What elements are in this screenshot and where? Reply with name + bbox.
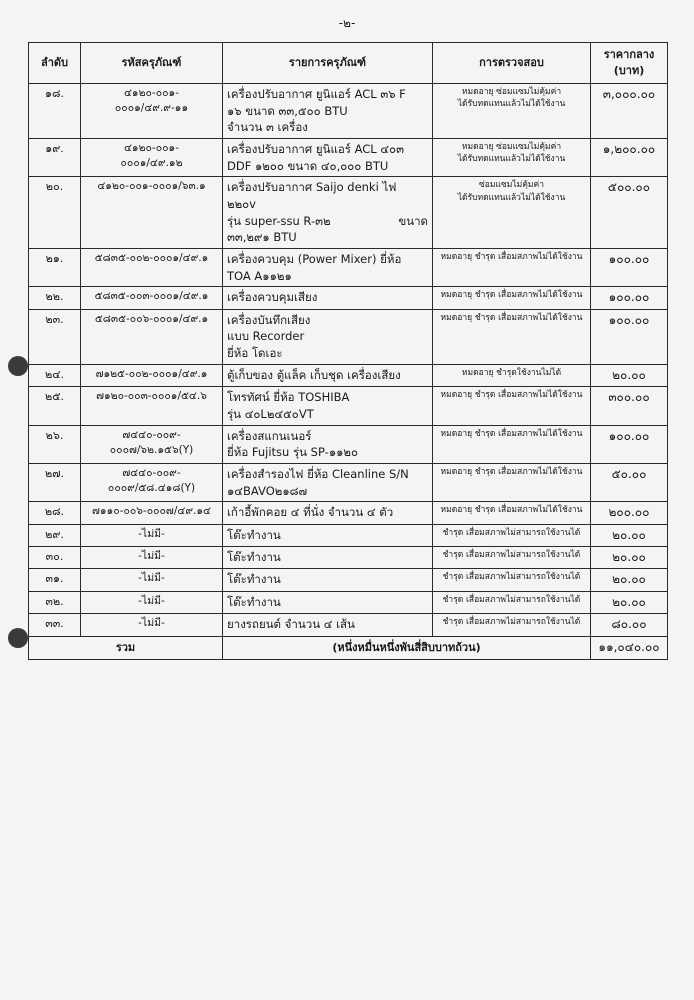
item-line: แบบ Recorder xyxy=(227,329,305,344)
table-row xyxy=(29,364,668,386)
header-code: รหัสครุภัณฑ์ xyxy=(81,43,223,84)
code-line: ๔๑๒๐-๐๐๑- xyxy=(123,87,179,99)
item-line: ขนาด xyxy=(398,213,428,228)
price-text: ๒๐.๐๐ xyxy=(612,550,646,564)
punch-hole xyxy=(8,628,28,648)
asset-code xyxy=(81,84,223,139)
code-line: -ไม่มี- xyxy=(138,527,165,540)
reference-price xyxy=(591,177,668,249)
check-line: หมดอายุ ซ่อมแซมไม่คุ้มค่า xyxy=(461,142,562,153)
reference-price xyxy=(591,309,668,364)
check-line: หมดอายุ ชำรุด เสื่อมสภาพไม่ได้ใช้งาน xyxy=(440,428,583,439)
item-description xyxy=(223,309,433,364)
item-line: ๓๓,๒๙๑ BTU xyxy=(227,230,297,245)
table-row xyxy=(29,591,668,613)
total-amount: ๑๑,๐๔๐.๐๐ xyxy=(591,636,668,659)
row-number-text: ๒๑. xyxy=(45,252,64,266)
check-line: ได้รับทดแทนแล้วไม่ได้ใช้งาน xyxy=(457,99,566,110)
code-line: ๕๘๓๕-๐๐๒-๐๐๐๑/๔๙.๑ xyxy=(94,252,209,265)
table-row xyxy=(29,547,668,569)
item-line: เครื่องปรับอากาศ ยูนิแอร์ ACL ๓๖ F xyxy=(227,87,406,101)
row-number-text: ๒๖. xyxy=(45,428,64,442)
check-line: ชำรุด เสื่อมสภาพไม่สามารถใช้งานได้ xyxy=(442,594,581,605)
header-no: ลำดับ xyxy=(29,43,81,84)
item-description xyxy=(223,425,433,463)
check-line: หมดอายุ ชำรุด เสื่อมสภาพไม่ได้ใช้งาน xyxy=(440,390,583,401)
item-line: รุ่น super-ssu R-๓๒ xyxy=(227,213,331,228)
row-number-text: ๒๙. xyxy=(45,527,64,541)
item-description xyxy=(223,524,433,546)
row-number xyxy=(29,569,81,591)
asset-code xyxy=(81,309,223,364)
total-row xyxy=(29,636,668,659)
code-line: -ไม่มี- xyxy=(138,572,165,585)
check-line: ได้รับทดแทนแล้วไม่ได้ใช้งาน xyxy=(457,154,566,165)
row-number xyxy=(29,547,81,569)
row-number xyxy=(29,387,81,425)
reference-price xyxy=(591,463,668,501)
check-line: ได้รับทดแทนแล้วไม่ได้ใช้งาน xyxy=(457,192,566,203)
inspection-result xyxy=(433,364,591,386)
header-check: การตรวจสอบ xyxy=(433,43,591,84)
item-line: เครื่องปรับอากาศ ยูนิแอร์ ACL ๔๐๓ xyxy=(227,142,404,157)
code-line: ๗๑๑๐-๐๐๖-๐๐๐๗/๔๙.๑๔ xyxy=(92,505,211,518)
check-line: หมดอายุ ชำรุด เสื่อมสภาพไม่ได้ใช้งาน xyxy=(440,466,583,477)
price-text: ๑๐๐.๐๐ xyxy=(608,428,650,443)
row-number xyxy=(29,139,81,177)
asset-code xyxy=(81,591,223,613)
price-text: ๕๐.๐๐ xyxy=(611,466,647,481)
asset-code xyxy=(81,387,223,425)
item-line: ๒๒๐v xyxy=(227,197,256,212)
total-text: (หนึ่งหมื่นหนึ่งพันสี่สิบบาทถ้วน) xyxy=(223,636,591,659)
inspection-result xyxy=(433,569,591,591)
inspection-result xyxy=(433,524,591,546)
item-description xyxy=(223,249,433,287)
price-text: ๘๐.๐๐ xyxy=(611,617,647,632)
item-line: รุ่น ๔๐L๒๔๕๐VT xyxy=(227,406,314,421)
price-text: ๑,๒๐๐.๐๐ xyxy=(602,142,656,157)
asset-code xyxy=(81,614,223,636)
code-line: ๔๑๒๐-๐๐๑-๐๐๐๑/๖๓.๑ xyxy=(97,180,206,193)
item-description xyxy=(223,591,433,613)
inspection-result xyxy=(433,502,591,524)
item-line: เครื่องสำรองไฟ ยี่ห้อ Cleanline S/N xyxy=(227,466,409,481)
row-number xyxy=(29,249,81,287)
punch-hole xyxy=(8,356,28,376)
code-line: ๐๐๐๑/๔๙.๑๒ xyxy=(120,157,183,170)
code-line: ๗๑๒๕-๐๐๒-๐๐๐๑/๔๙.๑ xyxy=(95,367,208,380)
code-line: ๐๐๐๗/๖๒.๑๕๖(Y) xyxy=(109,443,194,456)
item-line: ตู้เก็บของ ตู้แล็ค เก็บชุด เครื่องเสียง xyxy=(227,367,401,382)
item-line: โต๊ะทำงาน xyxy=(227,527,281,542)
code-line: ๕๘๓๕-๐๐๓-๐๐๐๑/๔๙.๑ xyxy=(94,290,209,303)
row-number-text: ๓๓. xyxy=(45,617,64,631)
row-number-text: ๓๐. xyxy=(45,550,64,563)
reference-price xyxy=(591,524,668,546)
item-line: เครื่องควบคุม (Power Mixer) ยี่ห้อ xyxy=(227,252,402,267)
check-line: ชำรุด เสื่อมสภาพไม่สามารถใช้งานได้ xyxy=(442,617,581,628)
code-line: -ไม่มี- xyxy=(138,617,165,630)
check-line: หมดอายุ ชำรุดใช้งานไม่ได้ xyxy=(461,367,562,378)
row-number-text: ๑๙. xyxy=(45,142,64,156)
price-text: ๒๐.๐๐ xyxy=(612,594,646,609)
price-text: ๒๐๐.๐๐ xyxy=(608,505,650,520)
reference-price xyxy=(591,364,668,386)
table-row xyxy=(29,463,668,501)
item-description xyxy=(223,84,433,139)
reference-price xyxy=(591,591,668,613)
code-line: ๐๐๐๙/๕๘.๔๑๘(Y) xyxy=(107,482,196,495)
item-line: ๑๖ ขนาด ๓๓,๕๐๐ BTU xyxy=(227,103,348,118)
row-number xyxy=(29,591,81,613)
inspection-result xyxy=(433,591,591,613)
inspection-result xyxy=(433,287,591,309)
item-description xyxy=(223,463,433,501)
item-description xyxy=(223,387,433,425)
check-line: หมดอายุ ชำรุด เสื่อมสภาพไม่ได้ใช้งาน xyxy=(440,252,583,263)
reference-price xyxy=(591,387,668,425)
price-text: ๒๐.๐๐ xyxy=(612,572,646,587)
table-row xyxy=(29,249,668,287)
row-number-text: ๒๔. xyxy=(44,367,65,381)
row-number xyxy=(29,177,81,249)
asset-code xyxy=(81,502,223,524)
code-line: ๗๑๒๐-๐๐๓-๐๐๐๑/๕๔.๖ xyxy=(96,390,207,403)
code-line: ๐๐๐๑/๔๙.๙-๑๑ xyxy=(114,102,189,115)
item-description xyxy=(223,139,433,177)
asset-code xyxy=(81,463,223,501)
inspection-result xyxy=(433,309,591,364)
row-number-text: ๒๕. xyxy=(44,390,65,404)
asset-code xyxy=(81,177,223,249)
asset-code xyxy=(81,425,223,463)
item-line: DDF ๑๒๐๐ ขนาด ๔๐,๐๐๐ BTU xyxy=(227,158,389,173)
item-line: เครื่องปรับอากาศ Saijo denki ไฟ xyxy=(227,180,397,195)
price-text: ๑๐๐.๐๐ xyxy=(608,290,650,305)
row-number xyxy=(29,502,81,524)
table-row xyxy=(29,287,668,309)
row-number-text: ๓๒. xyxy=(45,594,64,608)
code-line: -ไม่มี- xyxy=(138,550,165,562)
asset-code xyxy=(81,249,223,287)
price-text: ๑๐๐.๐๐ xyxy=(608,312,650,327)
table-row xyxy=(29,84,668,139)
reference-price xyxy=(591,502,668,524)
row-number-text: ๒๓. xyxy=(45,312,64,326)
row-number xyxy=(29,364,81,386)
inventory-table xyxy=(28,42,668,660)
item-line: โต๊ะทำงาน xyxy=(227,572,281,587)
code-line: ๕๘๓๕-๐๐๖-๐๐๐๑/๔๙.๑ xyxy=(94,312,209,325)
row-number xyxy=(29,463,81,501)
price-text: ๒๐.๐๐ xyxy=(612,527,646,542)
total-label: รวม xyxy=(29,636,223,659)
reference-price xyxy=(591,84,668,139)
item-line: ยางรถยนต์ จำนวน ๔ เส้น xyxy=(227,617,355,632)
reference-price xyxy=(591,425,668,463)
item-line: เครื่องควบคุมเสียง xyxy=(227,290,318,305)
table-row xyxy=(29,502,668,524)
item-line: เก้าอี้พักคอย ๔ ที่นั่ง จำนวน ๔ ตัว xyxy=(227,505,394,520)
row-number xyxy=(29,524,81,546)
reference-price xyxy=(591,287,668,309)
inspection-result xyxy=(433,387,591,425)
price-text: ๓๐๐.๐๐ xyxy=(608,390,650,405)
row-number-text: ๒๐. xyxy=(45,180,64,194)
inspection-result xyxy=(433,614,591,636)
item-description xyxy=(223,547,433,569)
table-row xyxy=(29,139,668,177)
table-row xyxy=(29,177,668,249)
check-line: หมดอายุ ชำรุด เสื่อมสภาพไม่ได้ใช้งาน xyxy=(440,290,583,301)
page-number: -๒- xyxy=(338,16,356,30)
header-price: ราคากลาง (บาท) xyxy=(591,43,668,84)
inspection-result xyxy=(433,84,591,139)
code-line: ๔๑๒๐-๐๐๑- xyxy=(123,142,179,155)
price-text: ๕๐๐.๐๐ xyxy=(607,180,651,195)
row-number xyxy=(29,287,81,309)
item-line: ๑๔BAVO๒๑๘๗ xyxy=(227,483,308,498)
asset-code xyxy=(81,364,223,386)
item-line: ยี่ห้อ Fujitsu รุ่น SP-๑๑๒๐ xyxy=(227,445,359,460)
check-line: ชำรุด เสื่อมสภาพไม่สามารถใช้งานได้ xyxy=(442,572,581,583)
check-line: หมดอายุ ชำรุด เสื่อมสภาพไม่ได้ใช้งาน xyxy=(440,505,583,516)
item-line: โต๊ะทำงาน xyxy=(227,550,281,564)
row-number-text: ๒๗. xyxy=(44,466,65,480)
row-number xyxy=(29,84,81,139)
asset-code xyxy=(81,139,223,177)
price-text: ๒๐.๐๐ xyxy=(612,367,646,382)
code-line: ๗๔๔๐-๐๐๙- xyxy=(122,466,181,479)
item-line: TOA A๑๑๒๑ xyxy=(227,268,292,283)
check-line: ชำรุด เสื่อมสภาพไม่สามารถใช้งานได้ xyxy=(442,550,581,560)
asset-code xyxy=(81,547,223,569)
row-number xyxy=(29,614,81,636)
item-description xyxy=(223,614,433,636)
inspection-result xyxy=(433,463,591,501)
reference-price xyxy=(591,569,668,591)
reference-price xyxy=(591,547,668,569)
row-number xyxy=(29,309,81,364)
inspection-result xyxy=(433,177,591,249)
inspection-result xyxy=(433,425,591,463)
table-row xyxy=(29,425,668,463)
code-line: ๗๔๔๐-๐๐๙- xyxy=(122,428,181,441)
asset-code xyxy=(81,287,223,309)
item-line: จำนวน ๓ เครื่อง xyxy=(227,120,308,135)
price-text: ๓,๐๐๐.๐๐ xyxy=(602,87,656,101)
inspection-result xyxy=(433,547,591,569)
check-line: หมดอายุ ซ่อมแซมไม่คุ้มค่า xyxy=(461,87,562,97)
inspection-result xyxy=(433,139,591,177)
asset-code xyxy=(81,524,223,546)
reference-price xyxy=(591,139,668,177)
item-line: โต๊ะทำงาน xyxy=(227,594,281,609)
item-description xyxy=(223,177,433,249)
inspection-result xyxy=(433,249,591,287)
reference-price xyxy=(591,249,668,287)
item-description xyxy=(223,569,433,591)
table-row xyxy=(29,309,668,364)
table-row xyxy=(29,387,668,425)
check-line: ชำรุด เสื่อมสภาพไม่สามารถใช้งานได้ xyxy=(442,527,581,538)
reference-price xyxy=(591,614,668,636)
item-line: เครื่องสแกนเนอร์ xyxy=(227,428,312,443)
price-text: ๑๐๐.๐๐ xyxy=(608,252,650,267)
item-description xyxy=(223,502,433,524)
table-header-row xyxy=(29,43,668,84)
check-line: ซ่อมแซมไม่คุ้มค่า xyxy=(479,180,544,191)
table-row xyxy=(29,524,668,546)
item-description xyxy=(223,287,433,309)
item-line: เครื่องบันทึกเสียง xyxy=(227,312,311,327)
table-row xyxy=(29,569,668,591)
check-line: หมดอายุ ชำรุด เสื่อมสภาพไม่ได้ใช้งาน xyxy=(440,312,583,323)
item-line: โทรทัศน์ ยี่ห้อ TOSHIBA xyxy=(227,390,350,405)
table-row xyxy=(29,614,668,636)
row-number-text: ๓๑. xyxy=(45,572,64,586)
item-description xyxy=(223,364,433,386)
item-line: ยี่ห้อ โดเอะ xyxy=(227,346,283,361)
row-number xyxy=(29,425,81,463)
asset-code xyxy=(81,569,223,591)
row-number-text: ๒๒. xyxy=(45,290,64,304)
code-line: -ไม่มี- xyxy=(138,594,165,607)
header-item: รายการครุภัณฑ์ xyxy=(223,43,433,84)
row-number-text: ๑๘. xyxy=(45,87,64,100)
row-number-text: ๒๘. xyxy=(44,505,65,519)
